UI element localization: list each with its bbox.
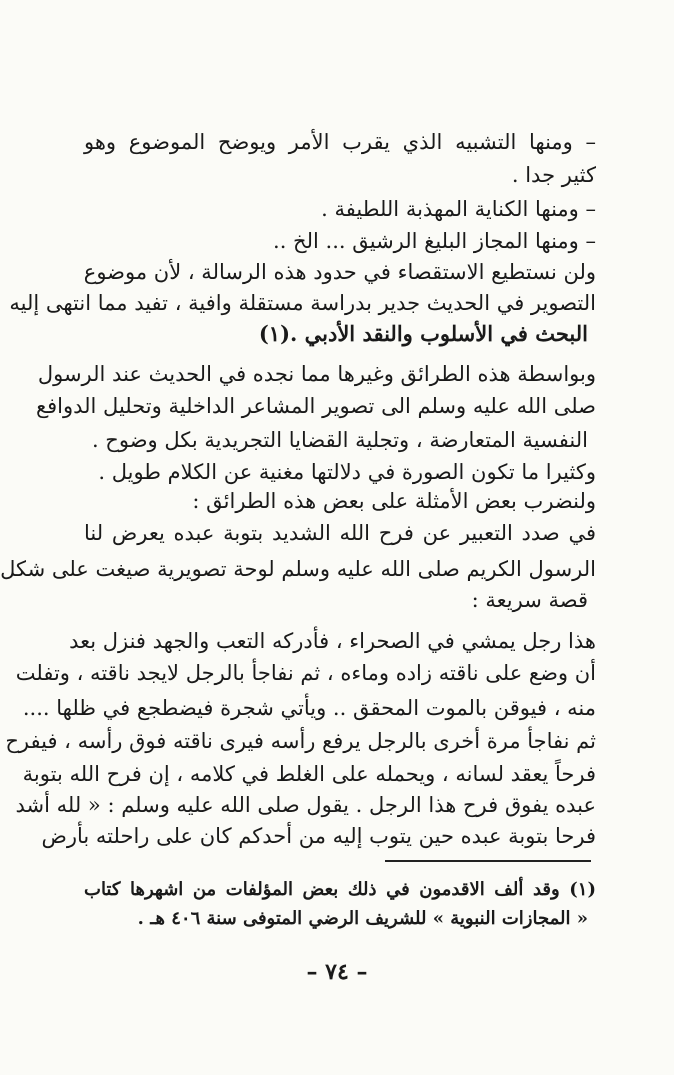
footnote-line: (١) وقد ألف الاقدمون في ذلك بعض المؤلفات من اشهرها كتاب	[84, 879, 596, 900]
text-line: أن وضع على ناقته زاده وماءه ، ثم نفاجأ بالرجل لايجد ناقته ، وتفلت	[15, 661, 596, 685]
page-number: – ٧٤ –	[306, 959, 368, 985]
text-line: – ومنها التشبيه الذي يقرب الأمر ويوضح الموضوع وهو	[84, 130, 596, 154]
footnote-line: « المجازات النبوية » للشريف الرضي المتوفى سنة ٤٠٦ هـ .	[137, 908, 588, 929]
text-line: عبده يفوق فرح هذا الرجل . يقول صلى الله عليه وسلم : « لله أشد	[15, 793, 596, 817]
text-line: – ومنها الكناية المهذبة اللطيفة .	[321, 197, 596, 221]
text-line: فرحاً يعقد لسانه ، ويحمله على الغلط في كلامه ، إن فرح الله بتوبة	[22, 762, 596, 786]
text-line: منه ، فيوقن بالموت المحقق .. ويأتي شجرة فيضطجع في ظلها ....	[22, 696, 596, 720]
text-line: الرسول الكريم صلى الله عليه وسلم لوحة تصويرية صيغت على شكل	[0, 557, 596, 581]
text-line: وكثيرا ما تكون الصورة في دلالتها مغنية عن الكلام طويل .	[98, 460, 596, 484]
text-line: التصوير في الحديث جدير بدراسة مستقلة وافية ، تفيد مما انتهى إليه	[9, 291, 596, 315]
text-line: ولن نستطيع الاستقصاء في حدود هذه الرسالة ، لأن موضوع	[83, 260, 596, 284]
text-line: وبواسطة هذه الطرائق وغيرها مما نجده في الحديث عند الرسول	[37, 362, 596, 386]
text-line: النفسية المتعارضة ، وتجلية القضايا التجريدية بكل وضوح .	[91, 428, 588, 452]
text-line: هذا رجل يمشي في الصحراء ، فأدركه التعب والجهد فنزل بعد	[69, 629, 596, 653]
text-line: قصة سريعة :	[471, 588, 588, 612]
text-line: – ومنها المجاز البليغ الرشيق ... الخ ..	[273, 229, 596, 253]
text-line: في صدد التعبير عن فرح الله الشديد بتوبة عبده يعرض لنا	[84, 521, 596, 545]
text-line: فرحا بتوبة عبده حين يتوب إليه من أحدكم كان على راحلته بأرض	[41, 824, 596, 848]
text-line: البحث في الأسلوب والنقد الأدبي .(١)	[258, 321, 588, 346]
text-line: كثير جدا .	[511, 163, 596, 187]
text-line: ثم نفاجأ مرة أخرى بالرجل يرفع رأسه فيرى ناقته فوق رأسه ، فيفرح	[5, 729, 596, 753]
text-line: صلى الله عليه وسلم الى تصوير المشاعر الداخلية وتحليل الدوافع	[35, 394, 596, 418]
text-line: ولنضرب بعض الأمثلة على بعض هذه الطرائق :	[192, 489, 596, 513]
footnote-separator	[385, 860, 591, 862]
